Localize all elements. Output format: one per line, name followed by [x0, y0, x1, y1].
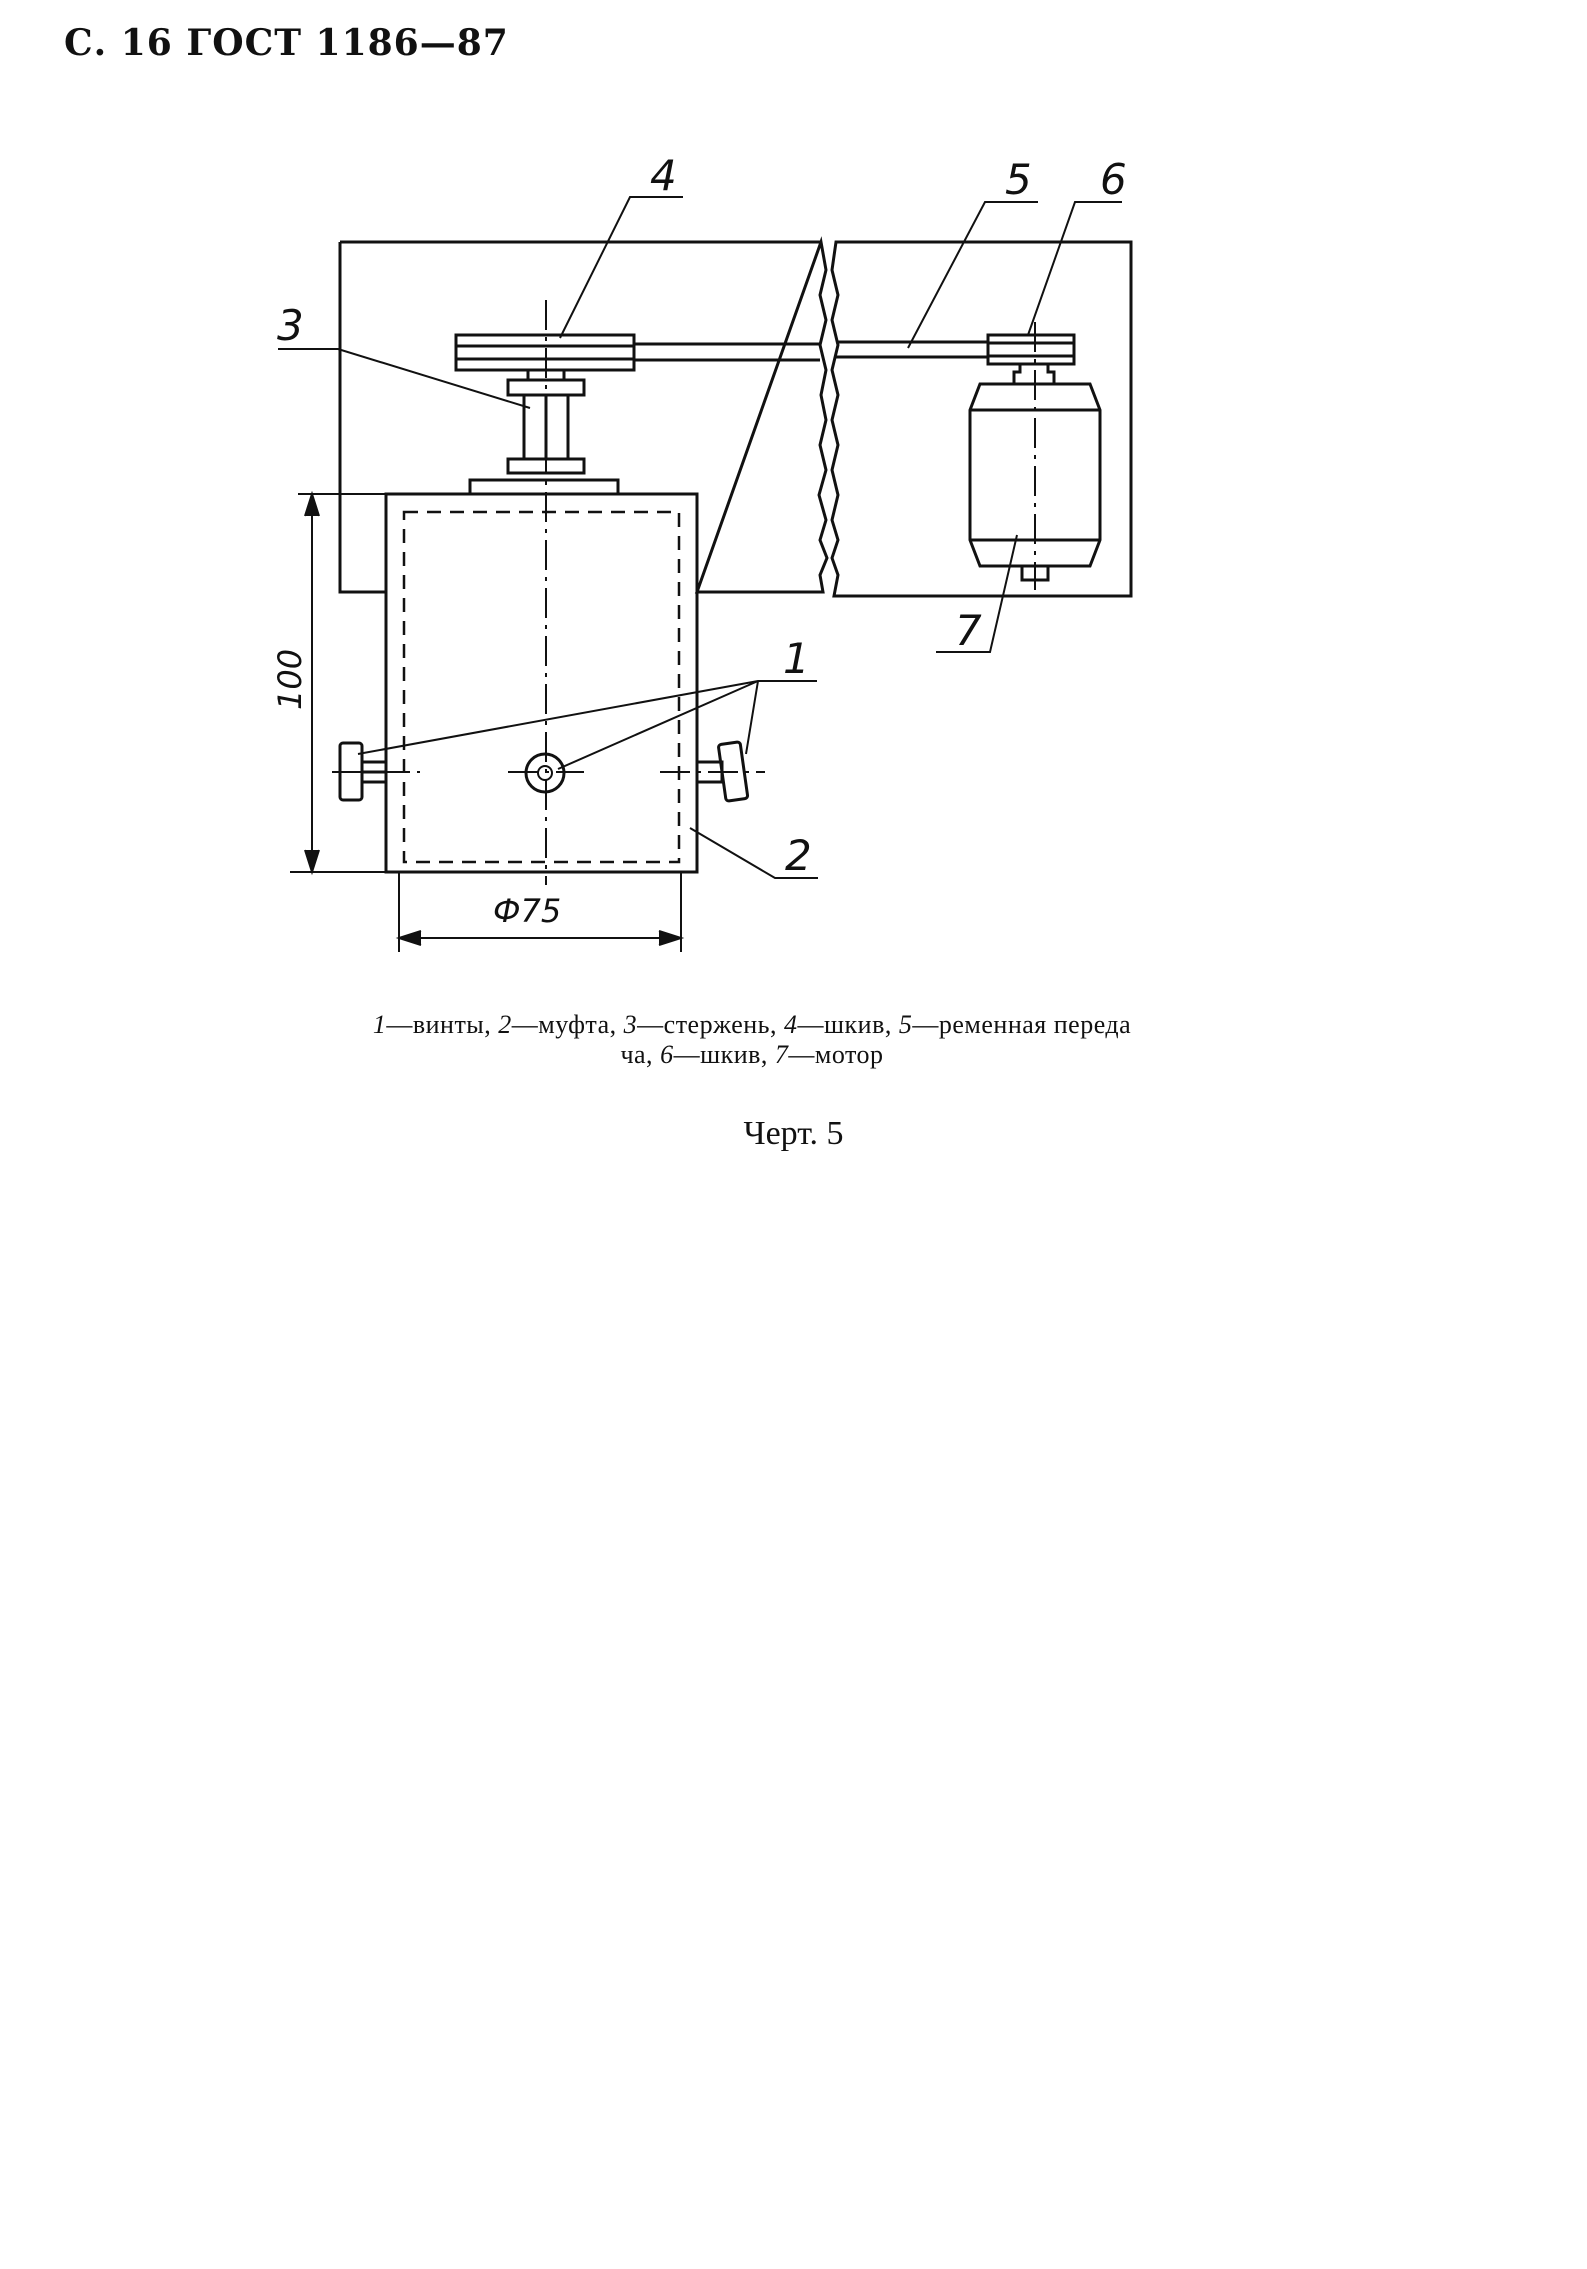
- legend-num: 4: [784, 1010, 798, 1039]
- legend-text: —мотор: [788, 1040, 884, 1069]
- callout-7: 7: [955, 606, 982, 655]
- rod-base-plate: [470, 480, 618, 494]
- coupling-hidden-outline: [404, 512, 679, 862]
- figure-legend: [262, 1010, 1242, 1070]
- base-plate-right: [832, 242, 1131, 596]
- legend-num: 1: [372, 1010, 387, 1039]
- callout-5: 5: [1005, 155, 1032, 204]
- legend-num: 7: [774, 1040, 789, 1069]
- dimension-diameter-value: Ф75: [493, 892, 562, 930]
- pulley-small: [988, 335, 1074, 364]
- callout-3: 3: [277, 301, 304, 350]
- base-plate-left: [340, 242, 827, 592]
- dim-75-arrow-right: [659, 931, 681, 945]
- dim-100-arrow-bottom: [305, 850, 319, 872]
- figure-caption: Черт. 5: [743, 1115, 844, 1152]
- legend-num: 3: [623, 1010, 638, 1039]
- legend-num: 2: [498, 1010, 512, 1039]
- callout-6: 6: [1100, 155, 1127, 204]
- callout-2: 2: [785, 831, 812, 880]
- legend-text: —муфта,: [511, 1010, 624, 1039]
- legend-text: —шкив,: [673, 1040, 775, 1069]
- page-header: С. 16 ГОСТ 1186—87: [64, 22, 509, 64]
- leader-5: [908, 202, 1038, 348]
- legend-num: 5: [898, 1010, 913, 1039]
- legend-text: —винты,: [386, 1010, 499, 1039]
- legend-text: —шкив,: [797, 1010, 899, 1039]
- leader-1: [358, 681, 817, 769]
- legend-text: —ременная переда: [912, 1010, 1132, 1039]
- dim-100-arrow-top: [305, 494, 319, 516]
- callout-1: 1: [783, 634, 810, 683]
- dimension-height-value: 100: [271, 648, 309, 710]
- dim-75-arrow-left: [399, 931, 421, 945]
- belt-drive: [634, 342, 988, 360]
- legend-line-1: [262, 1010, 1242, 1040]
- legend-text: ча,: [620, 1040, 661, 1069]
- leader-4: [560, 197, 683, 338]
- callout-4: 4: [650, 151, 677, 200]
- legend-line-2: [262, 1040, 1242, 1070]
- legend-num: 6: [660, 1040, 674, 1069]
- legend-text: —стержень,: [637, 1010, 785, 1039]
- leader-6: [1028, 202, 1122, 335]
- coupling-body: [386, 494, 697, 872]
